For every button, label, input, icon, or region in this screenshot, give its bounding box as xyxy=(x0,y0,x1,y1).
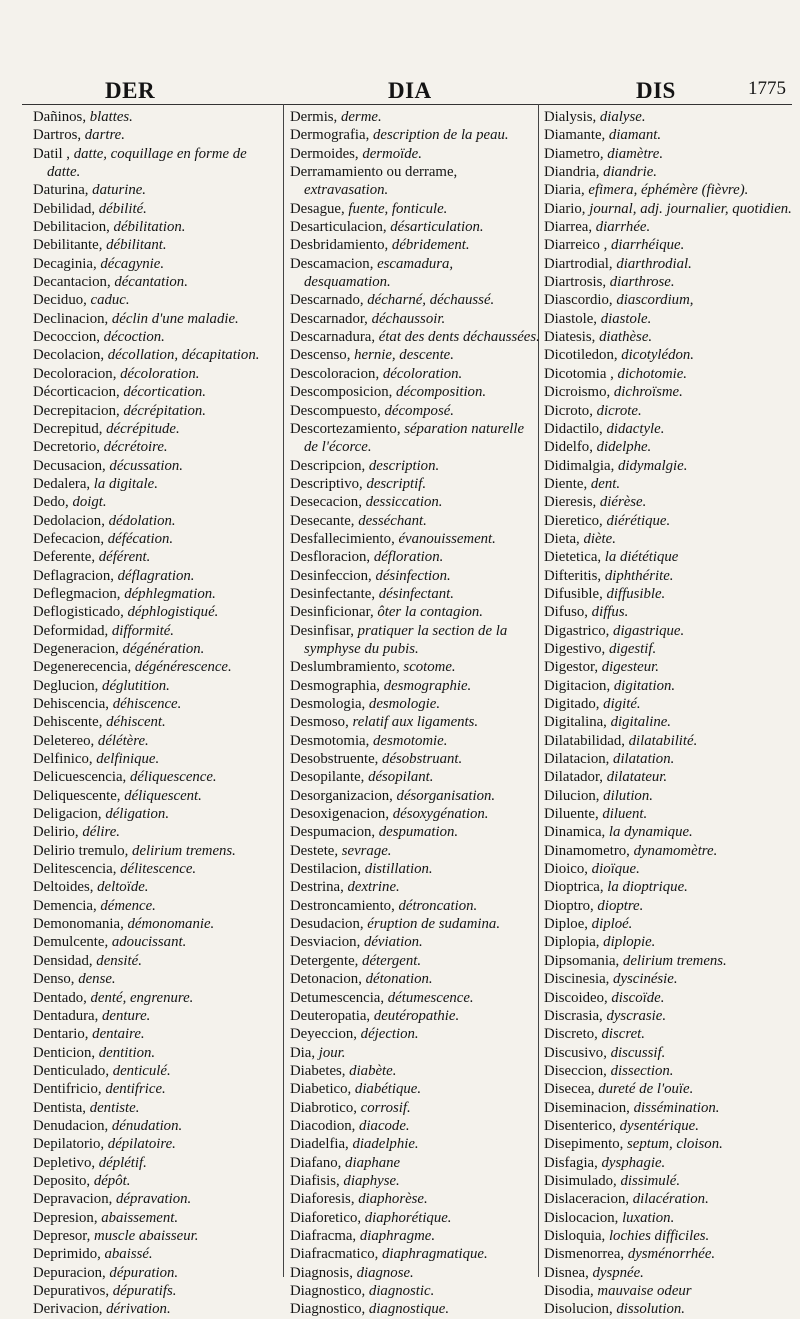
dictionary-entry: Depuracion, dépuration. xyxy=(33,1264,179,1281)
dictionary-entry: Deliquescente, déliquescent. xyxy=(33,787,202,804)
dictionary-entry: Desopilante, désopilant. xyxy=(290,769,434,786)
dictionary-entry: Deltoides, deltoïde. xyxy=(33,879,149,896)
dictionary-entry: Depilatorio, dépilatoire. xyxy=(33,1136,176,1153)
dictionary-entry: Descarnadura, état des dents déchaussées. xyxy=(290,329,540,346)
dictionary-entry: Diente, dent. xyxy=(544,475,621,492)
dictionary-entry: Denso, dense. xyxy=(33,971,116,988)
dictionary-entry: Descenso, hernie, descente. xyxy=(290,347,454,364)
dictionary-entry: Degenerecencia, dégénérescence. xyxy=(33,659,232,676)
dictionary-entry: Digastrico, digastrique. xyxy=(544,622,685,639)
dictionary-entry: Deflegmacion, déphlegmation. xyxy=(33,585,216,602)
dictionary-entry: Deprimido, abaissé. xyxy=(33,1246,153,1263)
dictionary-entry: Dedalera, la digitale. xyxy=(33,475,158,492)
dictionary-entry: Diafracmatico, diaphragmatique. xyxy=(290,1246,488,1263)
dictionary-entry: Derramamiento ou derrame, extravasation. xyxy=(290,164,458,199)
dictionary-entry: Digestor, digesteur. xyxy=(544,659,659,676)
dictionary-entry: Delicuescencia, déliquescence. xyxy=(33,769,217,786)
dictionary-entry: Dieta, diète. xyxy=(544,530,616,547)
dictionary-entry: Disenterico, dysentérique. xyxy=(544,1117,699,1134)
dictionary-entry: Desmoso, relatif aux ligaments. xyxy=(290,714,479,731)
dictionary-entry: Datil , datte, coquillage en forme de datte. xyxy=(33,145,247,181)
dictionary-entry: Digitado, digité. xyxy=(544,696,641,712)
dictionary-entry: Diaforetico, diaphorétique. xyxy=(290,1209,452,1226)
dictionary-entry: Descamacion, escamadura, desquamation. xyxy=(290,255,454,291)
dictionary-entry: Diario, journal, adj. journalier, quotidien. xyxy=(544,200,792,217)
dictionary-entry: Disodia, mauvaise odeur xyxy=(544,1283,692,1299)
dictionary-entry: Deslumbramiento, scotome. xyxy=(290,659,456,676)
dictionary-entry: Deflagracion, déflagration. xyxy=(33,567,195,584)
dictionary-entry: Decrepitud, décrépitude. xyxy=(33,420,180,437)
dictionary-entry: Diadelfia, diadelphie. xyxy=(290,1136,419,1153)
dictionary-entry: Decrepitacion, décrépitation. xyxy=(33,402,206,419)
dictionary-entry: Descripcion, description. xyxy=(290,457,440,474)
dictionary-entry: Dislocacion, luxation. xyxy=(544,1209,675,1226)
dictionary-entry: Delitescencia, délitescence. xyxy=(33,861,197,878)
dictionary-entry: Desecacion, dessiccation. xyxy=(290,494,443,511)
dictionary-entry: Disepimento, septum, cloison. xyxy=(544,1136,723,1153)
dictionary-entry: Dehiscente, déhiscent. xyxy=(33,714,166,731)
dictionary-entry: Disnea, dyspnée. xyxy=(544,1264,644,1281)
dictionary-entry: Destete, sevrage. xyxy=(290,842,392,859)
dictionary-entry: Descarnador, déchaussoir. xyxy=(290,310,446,327)
dictionary-entry: Descriptivo, descriptif. xyxy=(290,475,427,492)
dictionary-entry: Disecea, dureté de l'ouïe. xyxy=(544,1081,694,1098)
dictionary-entry: Dicotomia , dichotomie. xyxy=(544,365,688,382)
dictionary-entry: Diaforesis, diaphorèse. xyxy=(290,1191,428,1208)
dictionary-entry: Denticulado, denticulé. xyxy=(33,1062,171,1079)
dictionary-entry: Debilidad, débilité. xyxy=(33,200,147,217)
dictionary-entry: Diarreico , diarrhéique. xyxy=(544,237,685,254)
dictionary-entry: Diagnosis, diagnose. xyxy=(290,1264,414,1281)
dictionary-entry: Diascordio, diascordium, xyxy=(544,292,694,309)
dictionary-entry: Demulcente, adoucissant. xyxy=(33,934,187,951)
dictionary-entry: Desobstruente, désobstruant. xyxy=(290,751,463,768)
dictionary-entry: Didactilo, didactyle. xyxy=(544,420,665,437)
dictionary-entry: Dilatador, dilatateur. xyxy=(544,769,668,786)
dictionary-entry: Degeneracion, dégénération. xyxy=(33,640,205,657)
dictionary-entry: Desinfisar, pratiquer la section de la symphyse du pubis. xyxy=(290,622,508,657)
dictionary-entry: Derivacion, dérivation. xyxy=(33,1301,171,1318)
dictionary-entry: Decretorio, décrétoire. xyxy=(33,439,168,456)
dictionary-entry: Disloquia, lochies difficiles. xyxy=(544,1227,710,1244)
dictionary-entry: Destroncamiento, détroncation. xyxy=(290,897,478,914)
dictionary-entry: Dermografia, description de la peau. xyxy=(290,127,509,144)
dictionary-entry: Deglucion, déglutition. xyxy=(33,677,170,694)
dictionary-entry: Discrasia, dyscrasie. xyxy=(544,1007,667,1024)
dictionary-entry: Descortezamiento, séparation naturelle de l'écorce. xyxy=(290,420,525,456)
dictionary-entry: Difusible, diffusible. xyxy=(544,585,666,602)
dictionary-entry: Dieretico, diérétique. xyxy=(544,512,671,529)
dictionary-entry: Dilatacion, dilatation. xyxy=(544,751,675,768)
dictionary-entry: Diseccion, dissection. xyxy=(544,1062,674,1079)
dictionary-entry: Decusacion, décussation. xyxy=(33,457,183,474)
dictionary-entry: Desmologia, desmologie. xyxy=(290,696,441,712)
page-header xyxy=(0,0,800,103)
page-number: 1775 xyxy=(748,78,786,99)
dictionary-entry: Didelfo, didelphe. xyxy=(544,439,652,456)
dictionary-entry: Deletereo, délétère. xyxy=(33,732,149,749)
dictionary-entry: Diatesis, diathèse. xyxy=(544,329,653,346)
dictionary-entry: Deformidad, difformité. xyxy=(33,622,174,639)
header-rule xyxy=(22,104,792,105)
dictionary-entry: Diseminacion, dissémination. xyxy=(544,1099,720,1116)
dictionary-entry: Dentista, dentiste. xyxy=(33,1099,140,1116)
dictionary-entry: Dilucion, dilution. xyxy=(544,787,653,804)
dictionary-entry: Descoloracion, décoloration. xyxy=(290,365,463,382)
dictionary-entry: Daturina, daturine. xyxy=(33,182,147,199)
dictionary-entry: Discoideo, discoïde. xyxy=(544,989,665,1006)
dictionary-entry: Denudacion, dénudation. xyxy=(33,1117,183,1134)
dictionary-entry: Desecante, desséchant. xyxy=(290,512,427,529)
dictionary-entry: Desorganizacion, désorganisation. xyxy=(290,787,496,804)
dictionary-entry: Diametro, diamètre. xyxy=(544,145,664,162)
dictionary-entry: Diabetes, diabète. xyxy=(290,1062,397,1079)
dictionary-entry: Destilacion, distillation. xyxy=(290,861,433,878)
dictionary-entry: Decolacion, décollation, décapitation. xyxy=(33,347,260,364)
dictionary-entry: Dinamometro, dynamomètre. xyxy=(544,842,718,859)
dictionary-entry: Diabrotico, corrosif. xyxy=(290,1099,411,1116)
column-divider-1 xyxy=(283,104,284,1277)
dictionary-entry: Difteritis, diphthérite. xyxy=(544,567,674,584)
dictionary-entry: Decaginia, décagynie. xyxy=(33,255,165,272)
dictionary-entry: Deciduo, caduc. xyxy=(33,292,130,309)
dictionary-entry: Demencia, démence. xyxy=(33,897,156,914)
dictionary-entry: Detonacion, détonation. xyxy=(290,971,433,988)
dictionary-entry: Depletivo, déplétif. xyxy=(33,1154,147,1171)
dictionary-entry: Decoccion, décoction. xyxy=(33,329,165,346)
dictionary-entry: Dedo, doigt. xyxy=(33,494,107,511)
dictionary-entry: Dartros, dartre. xyxy=(33,127,125,144)
dictionary-entry: Densidad, densité. xyxy=(33,952,142,969)
right-guide-word: DIS xyxy=(636,78,676,103)
dictionary-entry: Defecacion, défécation. xyxy=(33,530,174,547)
dictionary-entry: Didimalgia, didymalgie. xyxy=(544,457,688,474)
dictionary-entry: Dicroismo, dichroïsme. xyxy=(544,384,683,401)
dictionary-entry: Depurativos, dépuratifs. xyxy=(33,1283,177,1299)
dictionary-entry: Diafano, diaphane xyxy=(290,1154,401,1171)
dictionary-column-1 xyxy=(33,108,278,1319)
dictionary-entry: Dilatabilidad, dilatabilité. xyxy=(544,732,698,749)
dictionary-entry: Dentario, dentaire. xyxy=(33,1026,145,1043)
dictionary-entry: Detumescencia, détumescence. xyxy=(290,989,474,1006)
dictionary-entry: Dentado, denté, engrenure. xyxy=(33,989,194,1006)
dictionary-entry: Décorticacion, décortication. xyxy=(33,384,206,401)
dictionary-entry: Desinfeccion, désinfection. xyxy=(290,567,451,584)
dictionary-entry: Deuteropatia, deutéropathie. xyxy=(290,1007,460,1024)
dictionary-entry: Desbridamiento, débridement. xyxy=(290,237,470,254)
dictionary-entry: Delirio, délire. xyxy=(33,824,120,841)
dictionary-entry: Demonomania, démonomanie. xyxy=(33,916,215,933)
dictionary-column-2 xyxy=(290,108,540,1319)
dictionary-entry: Deligacion, déligation. xyxy=(33,806,170,823)
dictionary-entry: Digitacion, digitation. xyxy=(544,677,676,694)
dictionary-entry: Detergente, détergent. xyxy=(290,952,422,969)
dictionary-entry: Delirio tremulo, delirium tremens. xyxy=(33,842,236,859)
dictionary-entry: Dañinos, blattes. xyxy=(33,109,133,125)
dictionary-entry: Dia, jour. xyxy=(290,1044,346,1061)
dictionary-entry: Diploe, diploé. xyxy=(544,916,633,933)
dictionary-entry: Deferente, déférent. xyxy=(33,549,151,566)
dictionary-entry: Debilitacion, débilitation. xyxy=(33,219,186,236)
center-guide-word: DIA xyxy=(388,78,432,103)
dictionary-entry: Diastole, diastole. xyxy=(544,310,652,327)
dictionary-entry: Desfallecimiento, évanouissement. xyxy=(290,530,496,547)
dictionary-entry: Delfinico, delfinique. xyxy=(33,751,160,768)
dictionary-entry: Diartrosis, diarthrose. xyxy=(544,274,675,291)
dictionary-entry: Debilitante, débilitant. xyxy=(33,237,167,254)
dictionary-entry: Diafisis, diaphyse. xyxy=(290,1172,400,1189)
dictionary-entry: Dermoides, dermoïde. xyxy=(290,145,422,162)
dictionary-entry: Desmographia, desmographie. xyxy=(290,677,472,694)
dictionary-entry: Dismenorrea, dysménorrhée. xyxy=(544,1246,716,1263)
dictionary-entry: Deflogisticado, déphlogistiqué. xyxy=(33,604,219,621)
dictionary-entry: Dermis, derme. xyxy=(290,109,382,125)
dictionary-entry: Difuso, diffus. xyxy=(544,604,629,621)
dictionary-entry: Diafracma, diaphragme. xyxy=(290,1227,436,1244)
dictionary-entry: Dicotiledon, dicotylédon. xyxy=(544,347,694,364)
dictionary-entry: Digestivo, digestif. xyxy=(544,640,657,657)
dictionary-entry: Dialysis, dialyse. xyxy=(544,109,646,125)
dictionary-entry: Desarticulacion, désarticulation. xyxy=(290,219,484,236)
dictionary-entry: Desviacion, déviation. xyxy=(290,934,423,951)
dictionary-entry: Decantacion, décantation. xyxy=(33,274,188,291)
dictionary-entry: Dieresis, diérèse. xyxy=(544,494,647,511)
dictionary-entry: Dioico, dioïque. xyxy=(544,861,640,878)
dictionary-entry: Discinesia, dyscinésie. xyxy=(544,971,678,988)
dictionary-entry: Discreto, discret. xyxy=(544,1026,645,1043)
dictionary-entry: Desinfectante, désinfectant. xyxy=(290,585,454,602)
dictionary-entry: Desudacion, éruption de sudamina. xyxy=(290,916,501,933)
dictionary-entry: Diarrea, diarrhée. xyxy=(544,219,651,236)
dictionary-entry: Diabetico, diabétique. xyxy=(290,1081,422,1098)
dictionary-entry: Desmotomia, desmotomie. xyxy=(290,732,448,749)
dictionary-entry: Diamante, diamant. xyxy=(544,127,662,144)
dictionary-entry: Diplopia, diplopie. xyxy=(544,934,656,951)
dictionary-entry: Dinamica, la dynamique. xyxy=(544,824,693,841)
dictionary-entry: Dislaceracion, dilacération. xyxy=(544,1191,709,1208)
dictionary-entry: Dedolacion, dédolation. xyxy=(33,512,176,529)
left-guide-word: DER xyxy=(105,78,156,103)
dictionary-entry: Destrina, dextrine. xyxy=(290,879,400,896)
dictionary-entry: Descompuesto, décomposé. xyxy=(290,402,454,419)
dictionary-entry: Discusivo, discussif. xyxy=(544,1044,666,1061)
dictionary-entry: Diluente, diluent. xyxy=(544,806,648,823)
dictionary-entry: Desoxigenacion, désoxygénation. xyxy=(290,806,489,823)
dictionary-entry: Desinficionar, ôter la contagion. xyxy=(290,604,483,621)
dictionary-entry: Desfloracion, défloration. xyxy=(290,549,444,566)
dictionary-entry: Dicroto, dicrote. xyxy=(544,402,642,419)
dictionary-entry: Declinacion, déclin d'une maladie. xyxy=(33,310,239,327)
dictionary-entry: Dipsomania, delirium tremens. xyxy=(544,952,727,969)
dictionary-entry: Dioptro, dioptre. xyxy=(544,897,644,914)
dictionary-entry: Dietetica, la diététique xyxy=(544,549,679,566)
dictionary-entry: Diaria, efimera, éphémère (fièvre). xyxy=(544,182,749,199)
dictionary-entry: Depresor, muscle abaisseur. xyxy=(33,1227,199,1244)
dictionary-entry: Digitalina, digitaline. xyxy=(544,714,671,731)
dictionary-entry: Dehiscencia, déhiscence. xyxy=(33,696,182,712)
dictionary-entry: Deposito, dépôt. xyxy=(33,1172,131,1189)
dictionary-entry: Deyeccion, déjection. xyxy=(290,1026,419,1043)
dictionary-entry: Diagnostico, diagnostique. xyxy=(290,1301,450,1318)
dictionary-entry: Decoloracion, décoloration. xyxy=(33,365,200,382)
dictionary-column-3 xyxy=(544,108,794,1319)
dictionary-entry: Diartrodial, diarthrodial. xyxy=(544,255,692,272)
dictionary-entry: Disfagia, dysphagie. xyxy=(544,1154,666,1171)
dictionary-entry: Diacodion, diacode. xyxy=(290,1117,410,1134)
dictionary-entry: Descomposicion, décomposition. xyxy=(290,384,487,401)
dictionary-entry: Disimulado, dissimulé. xyxy=(544,1172,681,1189)
dictionary-entry: Dioptrica, la dioptrique. xyxy=(544,879,688,896)
dictionary-entry: Depresion, abaissement. xyxy=(33,1209,179,1226)
dictionary-entry: Dentifricio, dentifrice. xyxy=(33,1081,166,1098)
dictionary-entry: Diagnostico, diagnostic. xyxy=(290,1283,435,1299)
dictionary-entry: Depravacion, dépravation. xyxy=(33,1191,192,1208)
dictionary-entry: Dentadura, denture. xyxy=(33,1007,151,1024)
dictionary-entry: Denticion, dentition. xyxy=(33,1044,156,1061)
dictionary-entry: Desague, fuente, fonticule. xyxy=(290,200,448,217)
dictionary-entry: Descarnado, décharné, déchaussé. xyxy=(290,292,495,309)
dictionary-entry: Diandria, diandrie. xyxy=(544,164,658,181)
dictionary-entry: Despumacion, despumation. xyxy=(290,824,459,841)
dictionary-entry: Disolucion, dissolution. xyxy=(544,1301,685,1318)
